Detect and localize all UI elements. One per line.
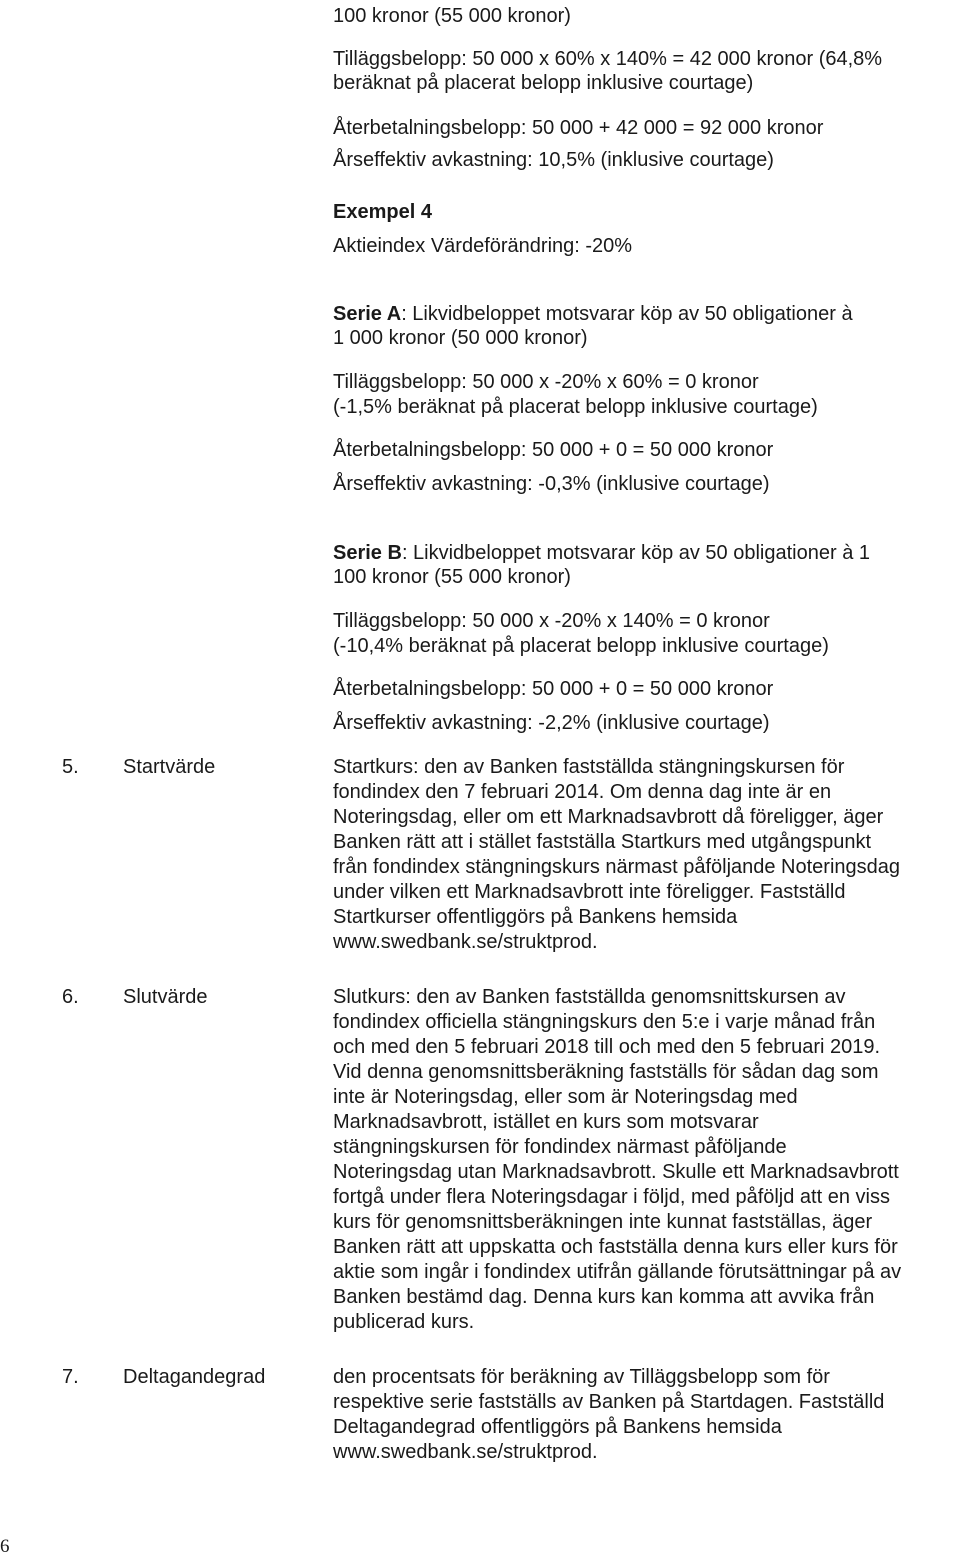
section-6-line: Vid denna genomsnittsberäkning fastställs för sådan dag som [333,1061,879,1083]
section-6-title: Slutvärde [123,986,208,1008]
serie-a-tillagg-1: Tilläggsbelopp: 50 000 x -20% x 60% = 0 kronor [333,371,759,393]
serie-b-text: : Likvidbeloppet motsvarar köp av 50 obligationer à 1 [401,542,870,564]
serie-a-label: Serie A [333,303,402,325]
section-5-line: www.swedbank.se/struktprod. [333,931,598,953]
section-5-line: fondindex den 7 februari 2014. Om denna dag inte är en [333,781,832,803]
section-6-line: aktie som ingår i fondindex utifrån gällande förutsättningar på av [333,1261,902,1283]
section-5-body [333,755,900,955]
section-7-line: Deltagandegrad offentliggörs på Bankens hemsida [333,1416,782,1438]
section-5-line: under vilken ett Marknadsavbrott inte föreligger. Fastställd [333,881,846,903]
example-heading: Exempel 4 [333,201,432,223]
section-6-line: Slutkurs: den av Banken fastställda genomsnittskursen av [333,986,846,1008]
section-5-line: Banken rätt att i stället fastställa Startkurs med utgångspunkt [333,831,872,853]
serie-b-arseffektiv: Årseffektiv avkastning: -2,2% (inklusive courtage) [333,712,770,734]
section-6-body [333,985,901,1335]
section-5-number: 5. [62,756,79,778]
section-6-line: fortgå under flera Noteringsdagar i följd, med påföljd att en viss [333,1186,890,1208]
section-6-number: 6. [62,986,79,1008]
tillagg-line-1: Tilläggsbelopp: 50 000 x 60% x 140% = 42 000 kronor (64,8% [333,48,883,70]
section-7-line: den procentsats för beräkning av Tilläggsbelopp som för [333,1366,830,1388]
section-6-line: stängningskursen för fondindex närmast påföljande [333,1136,787,1158]
section-5-line: från fondindex stängningskurs närmast påföljande Noteringsdag [333,856,901,878]
serie-a-tillagg-2: (-1,5% beräknat på placerat belopp inklusive courtage) [333,396,818,418]
serie-a-text: : Likvidbeloppet motsvarar köp av 50 obligationer à [401,303,853,325]
arseffektiv-line: Årseffektiv avkastning: 10,5% (inklusive courtage) [333,149,774,171]
aterbetalning-line: Återbetalningsbelopp: 50 000 + 42 000 = 92 000 kronor [333,117,824,139]
serie-b-line-1 [333,541,870,566]
section-6-line: fondindex officiella stängningskurs den 5:e i varje månad från [333,1011,876,1033]
tillagg-line-2: beräknat på placerat belopp inklusive courtage) [333,72,754,94]
section-6-line: Noteringsdag utan Marknadsavbrott. Skulle ett Marknadsavbrott [333,1161,899,1183]
serie-a-line-2: 1 000 kronor (50 000 kronor) [333,327,588,349]
section-7-body [333,1365,884,1465]
section-5-title: Startvärde [123,756,216,778]
page-number: 6 [0,1536,10,1557]
section-5-line: Noteringsdag, eller om ett Marknadsavbrott då föreligger, äger [333,806,884,828]
section-6-line: Banken bestämd dag. Denna kurs kan komma att avvika från [333,1286,875,1308]
section-6-line: kurs för genomsnittsberäkningen inte kunnat fastställas, äger [333,1211,873,1233]
section-6-line: publicerad kurs. [333,1311,475,1333]
serie-a-line-1 [333,302,853,327]
serie-b-aterbetalning: Återbetalningsbelopp: 50 000 + 0 = 50 000 kronor [333,678,774,700]
example-subheading: Aktieindex Värdeförändring: -20% [333,235,633,257]
section-7-line: www.swedbank.se/struktprod. [333,1441,598,1463]
serie-b-label: Serie B [333,542,402,564]
serie-a-aterbetalning: Återbetalningsbelopp: 50 000 + 0 = 50 000 kronor [333,439,774,461]
serie-a-arseffektiv: Årseffektiv avkastning: -0,3% (inklusive courtage) [333,473,770,495]
serie-b-tillagg-1: Tilläggsbelopp: 50 000 x -20% x 140% = 0 kronor [333,610,770,632]
section-6-line: och med den 5 februari 2018 till och med den 5 februari 2019. [333,1036,881,1058]
section-7-number: 7. [62,1366,79,1388]
section-5-line: Startkurs: den av Banken fastställda stängningskursen för [333,756,845,778]
section-6-line: Marknadsavbrott, istället en kurs som motsvarar [333,1111,759,1133]
serie-b-tillagg-2: (-10,4% beräknat på placerat belopp inklusive courtage) [333,635,829,657]
carryover-line: 100 kronor (55 000 kronor) [333,5,571,27]
section-7-line: respektive serie fastställs av Banken på Startdagen. Fastställd [333,1391,885,1413]
section-7-title: Deltagandegrad [123,1366,266,1388]
section-6-line: Banken rätt att uppskatta och fastställa denna kurs eller kurs för [333,1236,898,1258]
serie-b-line-2: 100 kronor (55 000 kronor) [333,566,571,588]
section-5-line: Startkurser offentliggörs på Bankens hemsida [333,906,738,928]
section-6-line: inte är Noteringsdag, eller som är Noteringsdag med [333,1086,798,1108]
